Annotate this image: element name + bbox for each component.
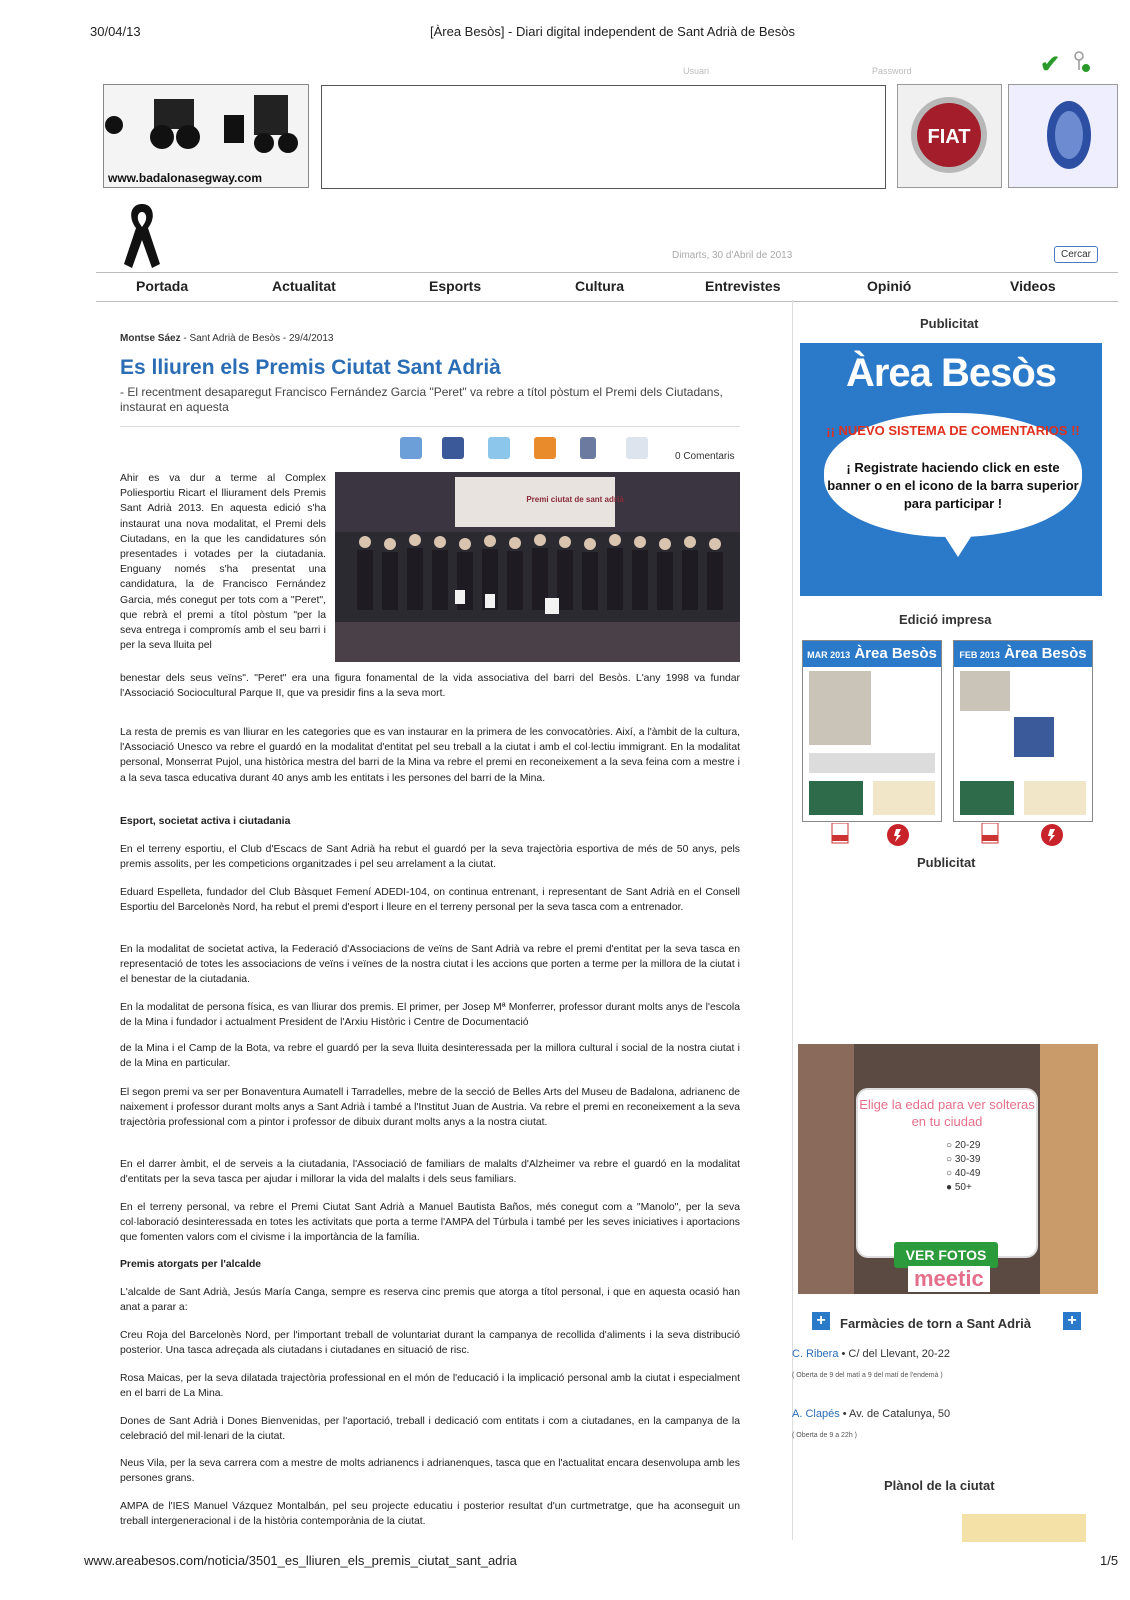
article-paragraph: La resta de premis es van lliurar en les categories que es van instaurar en la primera de les convocatòries. Així, a l'àmbit de la cultura, l'Associació Unesco va rebre el guardó en la modalitat d'entitat pel seu treball a la ciutat i amb el col·lectiu immigrant. En la modalitat personal, Monserrat Pujol, una històrica mestra del barri de la Mina va rebre el premi en reconeixement a la seva feina com a mestre i a la seva tasca educativa durant 40 anys amb les entitats i les persones del barri de la Mina. <box>120 727 740 784</box>
check-icon[interactable]: ✔ <box>1040 51 1061 78</box>
article-paragraph: En el terreny personal, va rebre el Premi Ciutat Sant Adrià a Manuel Bautista Baños, més conegut com a "Manolo", per la seva col·laboració desinteressada en totes les activitats que porta a terme l'AMPA del Túrbula i també per les seves iniciatives i aportacions que fomenten valors com el civisme i la importància de la família. <box>120 1202 740 1244</box>
ad-photo <box>798 1044 854 1294</box>
article-paragraph: de la Mina i el Camp de la Bota, va rebre el guardó per la seva lluita desinteressada per la millora cultural i social de la nostra ciutat i de la Mina en particular. <box>120 1043 740 1070</box>
article-paragraph: En el darrer àmbit, el de serveis a la ciutadania, l'Associació de familiars de malalts d'Alzheimer va rebre el guardó en la modalitat d'entitats per la seva tasca per ajudar i millorar la vida del malalts i dels seus familiars. <box>120 1159 740 1186</box>
nav-portada[interactable]: Portada <box>136 278 189 294</box>
speech-bubble <box>824 413 1082 537</box>
cover-strip <box>809 753 935 773</box>
pharmacy-hours: ( Oberta de 9 del matí a 9 del matí de l'endemà ) <box>792 1372 943 1379</box>
cover-ad <box>809 781 863 815</box>
pharmacy-address: • Av. de Catalunya, 50 <box>839 1408 951 1420</box>
facebook-icon[interactable] <box>442 437 464 459</box>
nav-esports[interactable]: Esports <box>429 278 482 294</box>
planol-heading: Plànol de la ciutat <box>884 1478 995 1493</box>
pdf-icon[interactable] <box>830 823 850 845</box>
city-map-thumbnail[interactable] <box>962 1514 1086 1542</box>
age-option[interactable]: ○ 40-49 <box>946 1168 981 1179</box>
photo-banner-text: Premi ciutat de sant adrià <box>526 495 624 504</box>
magazine-title: Àrea Besòs <box>854 645 937 662</box>
print-url: www.areabesos.com/noticia/3501_es_lliuren_els_premis_ciutat_sant_adria <box>84 1553 517 1568</box>
article-subtitle: - El recentment desaparegut Francisco Fernández Garcia "Peret" va rebre a títol pòstum el Premi dels Ciutadans, instaurat en aquesta <box>120 385 723 414</box>
publicitat-heading: Publicitat <box>917 855 976 870</box>
print-title: [Àrea Besòs] - Diari digital independent de Sant Adrià de Besòs <box>430 24 795 39</box>
nav-actualitat[interactable]: Actualitat <box>272 278 336 294</box>
section-heading <box>120 814 740 829</box>
article-paragraph: Eduard Espelleta, fundador del Club Bàsquet Femení ADEDI-104, on continua entrenant, i representant de Sant Adrià en el Consell Esportiu del Barcelonès Nord, ha rebut el premi d'esport i lleure en el terreny personal per la seva tasca com a entrenador. <box>120 887 740 914</box>
flash-icon[interactable] <box>886 823 910 847</box>
article-paragraph: Creu Roja del Barcelonès Nord, per l'important treball de voluntariat durant la campanya de recollida d'aliments i la seva distribució posterior. Una tasca adreçada als ciutadans i ciutadanes en situació de risc. <box>120 1330 740 1357</box>
meetic-card <box>856 1088 1038 1263</box>
magazine-month: FEB 2013 <box>959 650 1000 660</box>
divider <box>120 426 740 427</box>
cover-ad <box>1024 781 1086 815</box>
segway-icon <box>104 85 308 165</box>
back-arrow-icon[interactable] <box>400 437 422 459</box>
badge-banner[interactable] <box>1008 84 1118 188</box>
edicio-impresa-heading: Edició impresa <box>899 612 992 627</box>
age-option[interactable]: ○ 20-29 <box>946 1140 981 1151</box>
section-heading <box>120 1257 740 1272</box>
article-paragraph: El segon premi va ser per Bonaventura Aumatell i Tarradelles, mebre de la secció de Belles Arts del Museu de Badalona, adrianenc de naixement i professor durant molts anys a Sant Adrià i també a l'Institut Juan de Austria. Va rebre el premi en reconeixement a la seva trajectòria professional com a pintor i professor de dibuix durant molts anys a la nostra ciutat. <box>120 1087 740 1129</box>
meetic-ad[interactable] <box>798 1044 1098 1294</box>
article-paragraph: L'alcalde de Sant Adrià, Jesús María Canga, sempre es reserva cinc premis que atorga a títol personal, i que en aquesta ocasió han anat a parar a: <box>120 1287 740 1314</box>
pharmacy-item <box>792 1408 950 1420</box>
nav-videos[interactable]: Videos <box>1010 278 1056 294</box>
magazine-title: Àrea Besòs <box>1004 645 1087 662</box>
magazine-cover[interactable] <box>802 640 942 822</box>
nav-entrevistes[interactable]: Entrevistes <box>705 278 781 294</box>
main-nav <box>96 272 1118 302</box>
ad-photo <box>1040 1044 1098 1294</box>
cover-photo <box>809 671 871 745</box>
article-paragraph: AMPA de l'IES Manuel Vázquez Montalbán, pel seu projecte educatiu i posterior resultat d'un curtmetratge, que ha aconseguit un treball intergeneracional i de la història contemporània de la ciutat. <box>120 1501 740 1528</box>
bubble-headline: ¡¡ NUEVO SISTEMA DE COMENTARIOS !! <box>826 423 1080 438</box>
farmacies-heading: Farmàcies de torn a Sant Adrià <box>840 1316 1031 1331</box>
ver-fotos-button[interactable]: VER FOTOS <box>894 1242 998 1268</box>
article-paragraph: benestar dels seus veïns". "Peret" era una figura fonamental de la vida associativa del barri del Besòs. L'any 1998 va fundar l'Associació Sociocultural Parque II, que va presidir fins a la seva mort. <box>120 673 740 700</box>
area-besos-logo: Àrea Besòs <box>845 351 1057 395</box>
pharmacy-name[interactable]: A. Clapés <box>792 1408 840 1420</box>
cover-ad <box>873 781 935 815</box>
article-paragraph: Dones de Sant Adrià i Dones Bienvenidas, per l'aportació, treball i dedicació com entitats i com a ciutadanes, en la campanya de la celebració del mil·lenari de la ciutat. <box>120 1416 740 1443</box>
rss-icon[interactable] <box>534 437 556 459</box>
plus-icon[interactable]: + <box>812 1312 830 1330</box>
area-besos-comments-banner[interactable] <box>800 343 1102 596</box>
fiat-logo-text: FIAT <box>927 126 971 148</box>
plus-icon[interactable]: + <box>1063 1312 1081 1330</box>
flash-icon[interactable] <box>1040 823 1064 847</box>
article-title: Es lliuren els Premis Ciutat Sant Adrià <box>120 356 501 379</box>
meetic-question: Elige la edad para ver solteras en tu ciudad <box>859 1097 1035 1129</box>
section-heading-text: Premis atorgats per l'alcalde <box>120 1259 262 1270</box>
pdf-icon[interactable] <box>980 823 1000 845</box>
print-page-number: 1/5 <box>1100 1553 1119 1568</box>
article-paragraph: Rosa Maicas, per la seva dilatada trajectòria professional en el món de l'educació i la implicació personal amb la ciutat i especialment en el barri de La Mina. <box>120 1373 740 1400</box>
comments-count[interactable]: 0 Comentaris <box>675 451 735 462</box>
username-input[interactable]: Usuari <box>683 66 710 76</box>
pharmacy-address: • C/ del Llevant, 20-22 <box>838 1348 950 1360</box>
print-date: 30/04/13 <box>90 24 141 39</box>
search-button[interactable]: Cercar <box>1054 246 1098 263</box>
article-paragraph: En la modalitat de societat activa, la Federació d'Associacions de veïns de Sant Adrià va rebre el premi d'entitat per la seva tasca en representació de totes les associacions de veïns i veïnes de la nostra ciutat i les accions que porten a terme per la millora de la ciutat i el benestar de la ciutadania. <box>120 944 740 986</box>
pharmacy-item <box>792 1348 950 1360</box>
article-paragraph: Ahir es va dur a terme al Complex Poliesportiu Ricart el lliurament dels Premis Sant Adrià 2013. En aquesta edició s'ha instaurat una nova modalitat, el Premi dels Ciutadans, en la que les candidatures són presentades i votades per la ciutadania. Enguany només s'ha presentat una candidatura, la de Francisco Fernández Garcia, més conegut per tots com a "Peret", que rebrà el premi a títol pòstum "per la seva entrega i compromís amb el seu barri i per la seva lluita pel <box>120 473 326 652</box>
publicitat-heading: Publicitat <box>920 316 979 331</box>
article-paragraph: En la modalitat de persona física, es van lliurar dos premis. El primer, per Josep Mª Monferrer, professor durant molts anys de l'escola de la Mina i fundador i actualment President de l'Arxiu Històric i Centre de Documentació <box>120 1002 740 1029</box>
section-heading-text: Esport, societat activa i ciutadania <box>120 816 291 827</box>
comment-icon[interactable] <box>626 437 648 459</box>
nav-cultura[interactable]: Cultura <box>575 278 624 294</box>
fiat-banner[interactable] <box>897 84 1002 188</box>
key-icon[interactable] <box>1072 50 1090 74</box>
cover-ad <box>960 781 1014 815</box>
twitter-icon[interactable] <box>488 437 510 459</box>
article-photo <box>335 472 740 662</box>
mourning-ribbon-icon <box>120 200 164 270</box>
cover-photo <box>1014 717 1054 757</box>
author[interactable]: Montse Sáez <box>120 333 181 344</box>
segway-url: www.badalonasegway.com <box>108 171 263 185</box>
segway-banner[interactable] <box>103 84 309 188</box>
badge-icon <box>1009 85 1117 187</box>
article-paragraph: Neus Vila, per la seva carrera com a mestre de molts adrianencs i adrianenques, tasca que en l'actualitat encara desenvolupa amb les persones grans. <box>120 1458 740 1485</box>
date-line: Dimarts, 30 d'Abril de 2013 <box>672 250 793 261</box>
article-paragraph: En el terreny esportiu, el Club d'Escacs de Sant Adrià ha rebut el guardó per la seva trajectòria esportiva de més de 50 anys, pels premis assolits, per les competicions organitzades i pel seu arrelament a la ciutat. <box>120 844 740 871</box>
byline-meta: - Sant Adrià de Besòs - 29/4/2013 <box>180 333 334 344</box>
magazine-month: MAR 2013 <box>807 650 851 660</box>
password-input[interactable]: Password <box>872 66 912 76</box>
ad-banner[interactable] <box>321 85 886 189</box>
magazine-cover[interactable] <box>953 640 1093 822</box>
age-option[interactable]: ○ 30-39 <box>946 1154 981 1165</box>
nav-opinio[interactable]: Opinió <box>867 278 912 294</box>
age-option[interactable]: ● 50+ <box>946 1182 972 1193</box>
pharmacy-name[interactable]: C. Ribera <box>792 1348 839 1360</box>
bubble-tail <box>940 529 976 557</box>
pharmacy-hours: ( Oberta de 9 a 22h ) <box>792 1432 857 1439</box>
byline <box>120 333 333 344</box>
bubble-text: ¡ Registrate haciendo click en este banner o en el icono de la barra superior para participar ! <box>827 460 1079 511</box>
print-icon[interactable] <box>580 437 596 459</box>
meetic-logo: meetic <box>908 1266 990 1292</box>
cover-photo <box>960 671 1010 711</box>
